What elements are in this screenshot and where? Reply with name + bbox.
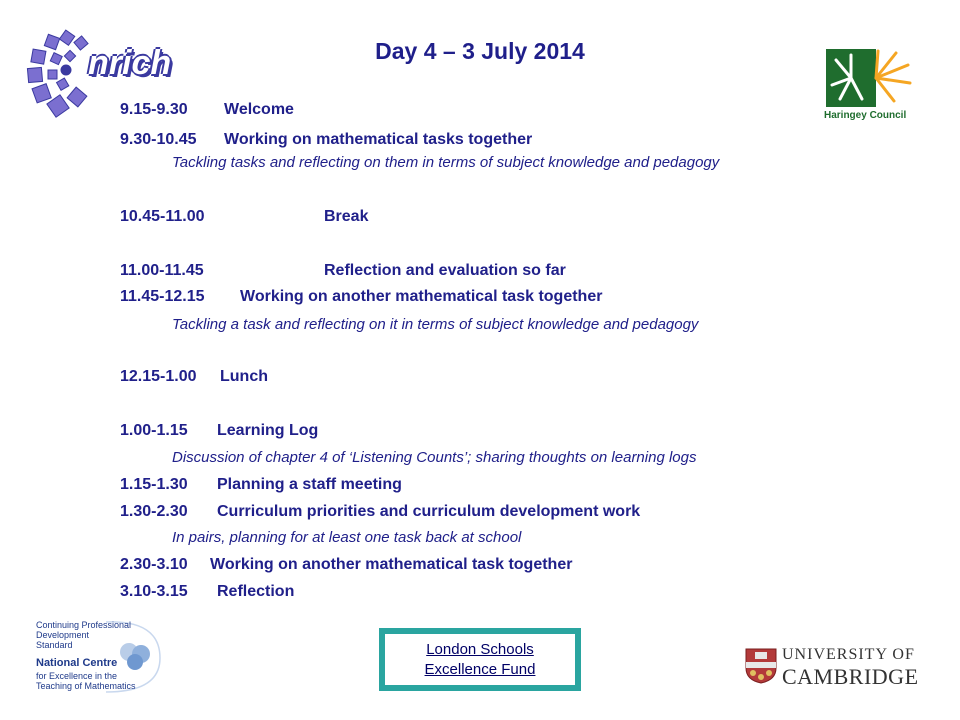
time: 2.30-3.10 [120,556,188,573]
activity: Working on mathematical tasks together [224,131,533,148]
time: 3.10-3.15 [120,583,188,600]
nrich-wordmark: nrich [88,44,172,82]
time: 11.00-11.45 [120,262,204,279]
activity: Lunch [220,368,268,385]
time: 1.30-2.30 [120,503,188,520]
activity-note: Discussion of chapter 4 of ‘Listening Counts’; sharing thoughts on learning logs [172,449,697,466]
time: 10.45-11.00 [120,208,205,225]
schedule-item [120,288,602,306]
schedule-item [120,422,318,440]
activity-note: Tackling tasks and reflecting on them in terms of subject knowledge and pedagogy [172,154,720,171]
schedule-item [120,503,640,521]
time: 1.00-1.15 [120,422,188,439]
schedule-item [120,262,566,280]
activity: Welcome [224,101,294,118]
activity: Working on another mathematical task together [240,288,603,305]
time: 11.45-12.15 [120,288,205,305]
cpd-line: for Excellence in the [36,671,118,681]
page-title: Day 4 – 3 July 2014 [375,38,585,64]
cambridge-crest-icon [745,648,777,684]
cambridge-line1: UNIVERSITY OF [782,646,915,663]
cpd-line: Standard [36,640,73,650]
cambridge-line2: CAMBRIDGE [782,664,919,689]
lsef-line[interactable]: London Schools [426,640,534,658]
time: 9.15-9.30 [120,101,188,118]
activity: Reflection and evaluation so far [324,262,566,279]
activity: Working on another mathematical task together [210,556,573,573]
cpd-line: National Centre [36,657,118,669]
cpd-line: Development [36,630,90,640]
activity: Curriculum priorities and curriculum development work [217,503,641,520]
schedule-item [120,208,368,226]
lsef-line[interactable]: Excellence Fund [424,660,536,678]
schedule-item [120,476,402,494]
time: 1.15-1.30 [120,476,188,493]
ncetm-cpd-badge [36,618,162,694]
cpd-line: Continuing Professional [36,620,132,630]
schedule-item [120,556,572,574]
haringey-label: Haringey Council [824,110,907,121]
schedule-item [120,583,294,601]
time: 9.30-10.45 [120,131,197,148]
activity: Break [324,208,369,225]
schedule-item [120,101,294,119]
schedule-item [120,368,268,386]
activity: Learning Log [217,422,319,439]
activity-note: In pairs, planning for at least one task back at school [172,529,522,546]
time: 12.15-1.00 [120,368,197,385]
activity-note: Tackling a task and reflecting on it in terms of subject knowledge and pedagogy [172,316,699,333]
lsef-inner [385,634,575,685]
schedule-item [120,131,532,149]
cpd-line: Teaching of Mathematics [36,681,136,691]
activity: Planning a staff meeting [217,476,402,493]
lsef-badge[interactable] [379,628,581,691]
activity: Reflection [217,583,295,600]
